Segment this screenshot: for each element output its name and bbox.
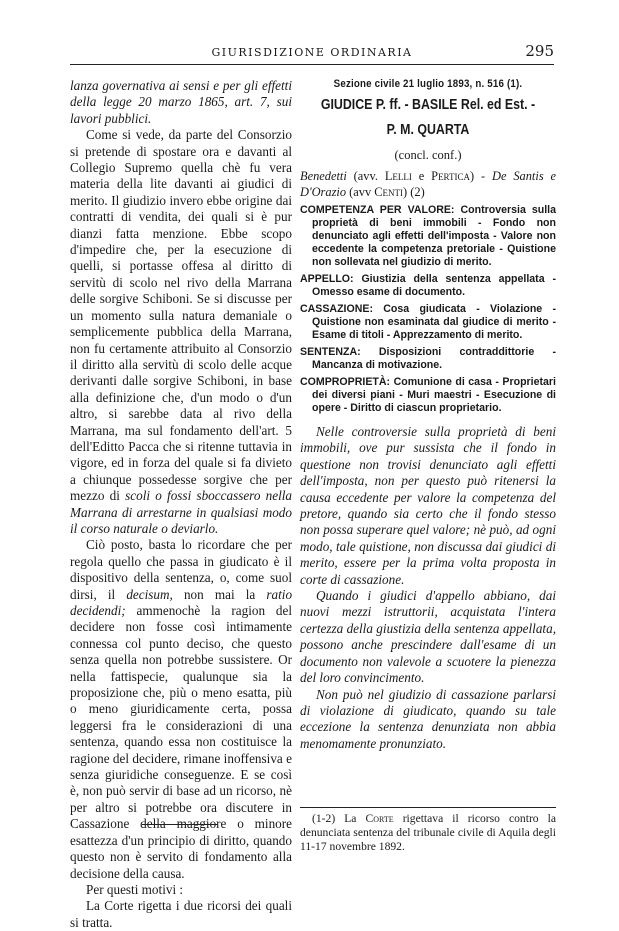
party-lawyers-close: ) - <box>470 169 486 183</box>
party2-lawyers-open: (avv <box>349 184 372 199</box>
judge-line-2: P. M. QUARTA <box>386 122 470 138</box>
summary <box>300 424 556 752</box>
summary-paragraph-1: Nelle controversie sulla proprietà di beni immobili, ove pur sussista che il fondo in questione non trovisi denunciato agli effetti dell'imposta, non per questo può ritenersi la causa eccedente per valore la competenza del pretore, quando sia certo che il fondo stesso non possa superare quel valore; nè può, ad ogni modo, tale quistione, non discussa dai giudici di merito, essere per la prima volta proposta in corte di cassazione. <box>300 424 556 587</box>
footnote-b: rigettava il ricorso contro la denunciata sentenza del tribunale civile di Aquila degli 11-17 novembre 1892. <box>300 812 557 853</box>
maxim-heading: COMPETENZA PER VALORE: <box>300 204 455 216</box>
summary-paragraph-3: Non può nel giudizio di cassazione parlarsi di violazione di giudicato, quando su tale eccezione la sentenza denunziata non abbia menomamente pronunziato. <box>300 686 556 751</box>
maxim-body: Comunione di casa - Proprietari dei diversi piani - Muri maestri - Esecuzione di opere - Diritto di ciascun proprietario. <box>312 376 556 414</box>
left-paragraph-5: La Corte rigetta i due ricorsi dei quali si tratta. <box>70 898 292 930</box>
left-paragraph-1: lanza governativa ai sensi e per gli effetti della legge 20 marzo 1865, art. 7, sui lavori pubblici. <box>70 78 292 126</box>
page-number: 295 <box>525 42 554 60</box>
party-lawyers-open: (avv. <box>353 169 378 183</box>
maxim-heading: APPELLO: <box>300 273 354 285</box>
summary-paragraph-2: Quando i giudici d'appello abbiano, dai nuovi mezzi istruttorii, acquistata l'intera certezza della giustizia della sentenza appellata, possono anche prescindere dall'esame di un documento non valevole a scuotere la pienezza del loro convincimento. <box>300 588 556 686</box>
left-column <box>70 78 292 931</box>
left-paragraph-3 <box>70 537 292 882</box>
right-column <box>300 78 556 752</box>
left-paragraph-3-a: Ciò posto, basta lo ricordare che per regola quello che passa in giudicato è il dispositivo della sentenza, o, come suol dirsi, il <box>70 537 292 602</box>
left-paragraph-2-text: Come si vede, da parte del Consorzio si pretende di spostare ora e davanti al Collegio Supremo quella chè fu vera materia della lite davanti ai giudici di merito. Il giudizio invero ebbe origine dai contratti di vendita, dei quali si è pur dianzi fatta menzione. Ebbe scopo d'impedire che, per la esecuzione di quelli, si portasse offesa al diritto di servitù di scolo nel rivo della Marrana delle sorgive Schiboni. Se si discusse per un momento sulla natura demaniale o semplicemente pubblica della Marrana, non fu certamente attribuito al Consorzio il diritto alla servitù di scolo delle acque derivanti dalle sorgive Schiboni, in base alla definizione che, d'un modo o d'un altro, si sarebbe data al rivo della Marrana, ma sul fondamento dell'art. 5 dell'Editto Pacca che si ritenne tuttavia in vigore, ed in forza del quale si fa divieto a chiunque possedesse sorgive che per mezzo di <box>70 127 292 504</box>
maxim-body: Disposizioni contraddittorie - Mancanza di motivazione. <box>312 346 556 371</box>
lawyer-3: Centi <box>374 184 404 199</box>
footnote-corte: Corte <box>365 812 394 825</box>
maxim-item <box>300 303 556 342</box>
party-1: Benedetti <box>300 169 347 183</box>
left-paragraph-2-italic: scoli o fossi sboccassero nella Marrana di arrestarne in qualsiasi modo il corso naturale o deviarlo. <box>70 488 293 536</box>
lawyer-1: Lelli <box>384 169 412 183</box>
running-title: GIURISDIZIONE ORDINARIA <box>211 46 413 59</box>
left-end-rule <box>142 824 218 825</box>
maxim-item <box>300 376 556 415</box>
footnote-a: (1-2) La <box>312 812 357 825</box>
left-paragraph-3-c: ammenochè la ragion del decidere non fosse così intimamente connessa col punto deciso, che questo senza quella non potrebbe sussistere. Or nella fattispecie, qualunque sia la proposizione che, più o meno esatta, più o meno giuridicamente certa, possa leggersi fra le considerazioni di una sentenza, quando essa non costituisce la ragione del decidere, rimane inoffensiva e senza giuridiche conseguenze. E se così è, non può servir di base ad un ricorso, nè per altro si potrebbe ora discutere in Cassazione della maggiore o minore esattezza d'un principio di diritto, quando questo non è servito di fondamento alla decisione della causa. <box>70 603 292 881</box>
maxim-item <box>300 273 556 299</box>
left-paragraph-3-b: non mai la <box>183 586 256 602</box>
header-rule <box>70 64 554 65</box>
maxim-heading: SENTENZA: <box>300 346 361 358</box>
decisum-term: decisum, <box>126 586 173 602</box>
maxim-item <box>300 204 556 269</box>
party2-lawyers-close: ) (2) <box>403 184 425 199</box>
section-line: Sezione civile 21 luglio 1893, n. 516 (1). <box>333 78 523 90</box>
left-paragraph-2 <box>70 127 292 537</box>
parties <box>300 169 556 200</box>
page-header <box>70 42 554 66</box>
footnote <box>300 812 556 854</box>
maxim-item <box>300 346 556 372</box>
conclusion-note: (concl. conf.) <box>394 148 462 162</box>
maxim-body: Giustizia della sentenza appellata - Omesso esame di documento. <box>312 273 556 298</box>
maxim-heading: COMPROPRIETÀ: <box>300 376 391 388</box>
maxim-body: Controversia sulla proprietà di beni immobili - Fondo non denunciato agli effetti dell'imposta - Valore non eccedente la competenza pretoriale - Quistione non sollevata nel giudizio di merito. <box>312 204 556 268</box>
and-word: e <box>418 169 425 183</box>
maxim-heading: CASSAZIONE: <box>300 303 373 315</box>
left-paragraph-4: Per questi motivi : <box>86 881 184 897</box>
ratio-term: ratio decidendi; <box>70 586 293 618</box>
footnote-rule <box>300 807 556 808</box>
maxims-list <box>300 204 556 415</box>
maxim-body: Cosa giudicata - Violazione - Quistione non esaminata dal giudice di merito - Esame di titoli - Apprezzamento di merito. <box>312 303 557 341</box>
lawyer-2: Pertica <box>431 169 471 183</box>
judge-line-1: GIUDICE P. ff. - BASILE Rel. ed Est. - <box>320 97 536 113</box>
party-2: De Santis e D'Orazio <box>300 169 556 199</box>
